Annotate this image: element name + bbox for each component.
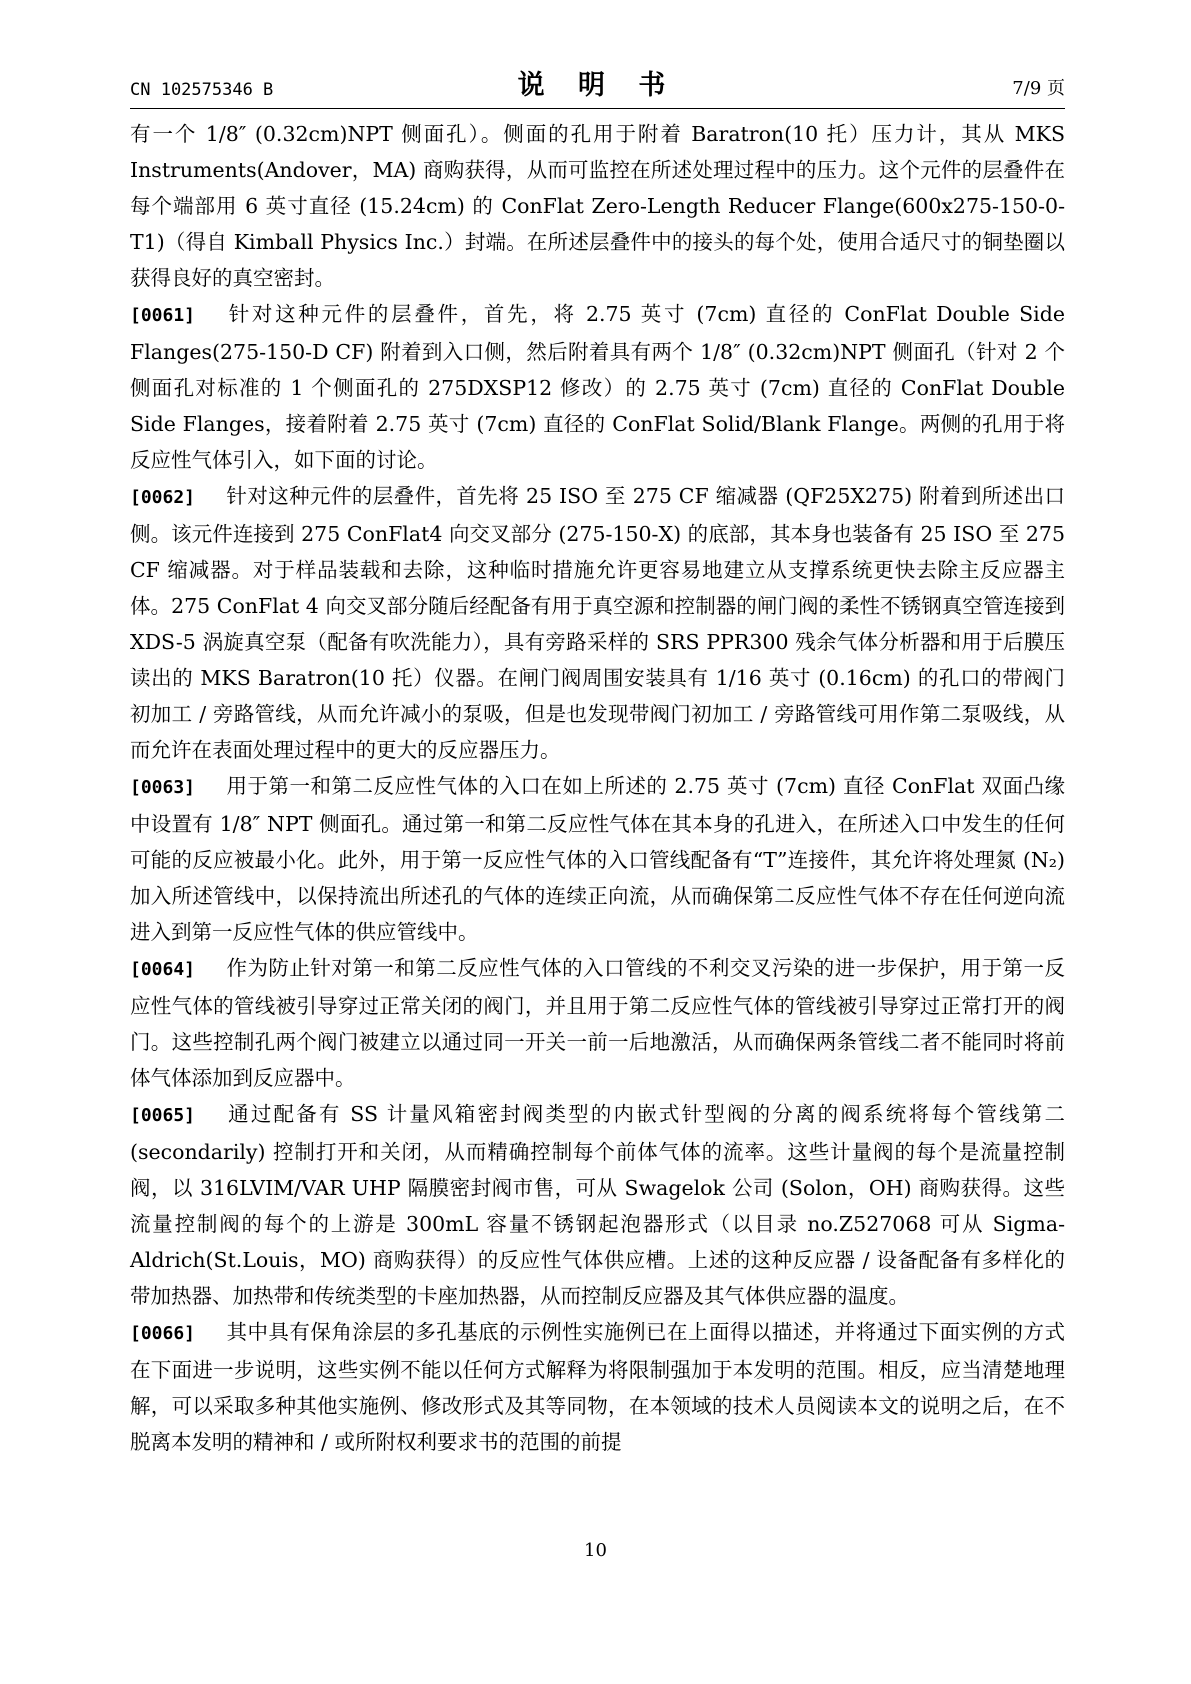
paragraph-text: 针对这种元件的层叠件，首先将 25 ISO 至 275 CF 缩减器 (QF25X275) 附着到所述出口侧。该元件连接到 275 ConFlat4 向交叉部分 (275-150-X) 的底部，其本身也装备有 25 ISO 至 275 CF 缩减器。对于样品装载和去除，这种临时措施允许更容易地建立从支撑系统更快去除主反应器主体。275 ConFlat 4 向交叉部分随后经配备有用于真空源和控制器的闸门阀的柔性不锈钢真空管连接到 XDS-5 涡旋真空泵（配备有吹洗能力），具有旁路采样的 SRS PPR300 残余气体分析器和用于后膜压读出的 MKS Baratron(10 托）仪器。在闸门阀周围安装具有 1/16 英寸 (0.16cm) 的孔口的带阀门初加工 / 旁路管线，从而允许减小的泵吸，但是也发现带阀门初加工 / 旁路管线可用作第二泵吸线，从而允许在表面处理过程中的更大的反应器压力。 — [130, 484, 1065, 762]
page-header — [130, 64, 1065, 109]
paragraph-0066 — [130, 1314, 1065, 1460]
document-body — [130, 116, 1065, 1460]
paragraph-text: 有一个 1/8″ (0.32cm)NPT 侧面孔）。侧面的孔用于附着 Baratron(10 托）压力计，其从 MKS Instruments(Andover，MA) 商购获得，从而可监控在所述处理过程中的压力。这个元件的层叠件在每个端部用 6 英寸直径 (15.24cm) 的 ConFlat Zero-Length Reducer Flange(600x275-150-0-T1)（得自 Kimball Physics Inc.）封端。在所述层叠件中的接头的每个处，使用合适尺寸的铜垫圈以获得良好的真空密封。 — [130, 122, 1065, 290]
paragraph-0063 — [130, 768, 1065, 950]
paragraph-text: 作为防止针对第一和第二反应性气体的入口管线的不利交叉污染的进一步保护，用于第一反应性气体的管线被引导穿过正常关闭的阀门，并且用于第二反应性气体的管线被引导穿过正常打开的阀门。这些控制孔两个阀门被建立以通过同一开关一前一后地激活，从而确保两条管线二者不能同时将前体气体添加到反应器中。 — [130, 956, 1065, 1090]
document-title: 说 明 书 — [517, 70, 678, 101]
paragraph-number: [0062] — [130, 487, 196, 508]
paragraph-number: [0066] — [130, 1323, 196, 1344]
paragraph-text: 其中具有保角涂层的多孔基底的示例性实施例已在上面得以描述，并将通过下面实例的方式在下面进一步说明，这些实例不能以任何方式解释为将限制强加于本发明的范围。相反，应当清楚地理解，可以采取多种其他实施例、修改形式及其等同物，在本领域的技术人员阅读本文的说明之后，在不脱离本发明的精神和 / 或所附权利要求书的范围的前提 — [130, 1320, 1065, 1454]
paragraph-text: 针对这种元件的层叠件，首先，将 2.75 英寸 (7cm) 直径的 ConFlat Double Side Flanges(275-150-D CF) 附着到入口侧，然后附着具有两个 1/8″ (0.32cm)NPT 侧面孔（针对 2 个侧面孔对标准的 1 个侧面孔的 275DXSP12 修改）的 2.75 英寸 (7cm) 直径的 ConFlat Double Side Flanges，接着附着 2.75 英寸 (7cm) 直径的 ConFlat Solid/Blank Flange。两侧的孔用于将反应性气体引入，如下面的讨论。 — [130, 302, 1065, 472]
paragraph-number: [0064] — [130, 959, 196, 980]
page-number: 10 — [584, 1540, 607, 1561]
paragraph-text: 用于第一和第二反应性气体的入口在如上所述的 2.75 英寸 (7cm) 直径 ConFlat 双面凸缘中设置有 1/8″ NPT 侧面孔。通过第一和第二反应性气体在其本身的孔进入，在所述入口中发生的任何可能的反应被最小化。此外，用于第一反应性气体的入口管线配备有“T”连接件，其允许将处理氮 (N₂) 加入所述管线中，以保持流出所述孔的气体的连续正向流，从而确保第二反应性气体不存在任何逆向流进入到第一反应性气体的供应管线中。 — [130, 774, 1065, 944]
patent-number: CN 102575346 B — [130, 80, 274, 100]
paragraph-0061 — [130, 296, 1065, 478]
paragraph-0065 — [130, 1096, 1065, 1314]
paragraph-0064 — [130, 950, 1065, 1096]
page-count: 7/9 页 — [1012, 78, 1065, 99]
paragraph-continued — [130, 116, 1065, 296]
paragraph-0062 — [130, 478, 1065, 768]
paragraph-number: [0061] — [130, 305, 196, 326]
paragraph-number: [0065] — [130, 1105, 196, 1126]
paragraph-number: [0063] — [130, 777, 196, 798]
paragraph-text: 通过配备有 SS 计量风箱密封阀类型的内嵌式针型阀的分离的阀系统将每个管线第二 (secondarily) 控制打开和关闭，从而精确控制每个前体气体的流率。这些计量阀的每个是流量控制阀，以 316LVIM/VAR UHP 隔膜密封阀市售，可从 Swagelok 公司 (Solon，OH) 商购获得。这些流量控制阀的每个的上游是 300mL 容量不锈钢起泡器形式（以目录 no.Z527068 可从 Sigma-Aldrich(St.Louis，MO) 商购获得）的反应性气体供应槽。上述的这种反应器 / 设备配备有多样化的带加热器、加热带和传统类型的卡座加热器，从而控制反应器及其气体供应器的温度。 — [130, 1102, 1065, 1308]
